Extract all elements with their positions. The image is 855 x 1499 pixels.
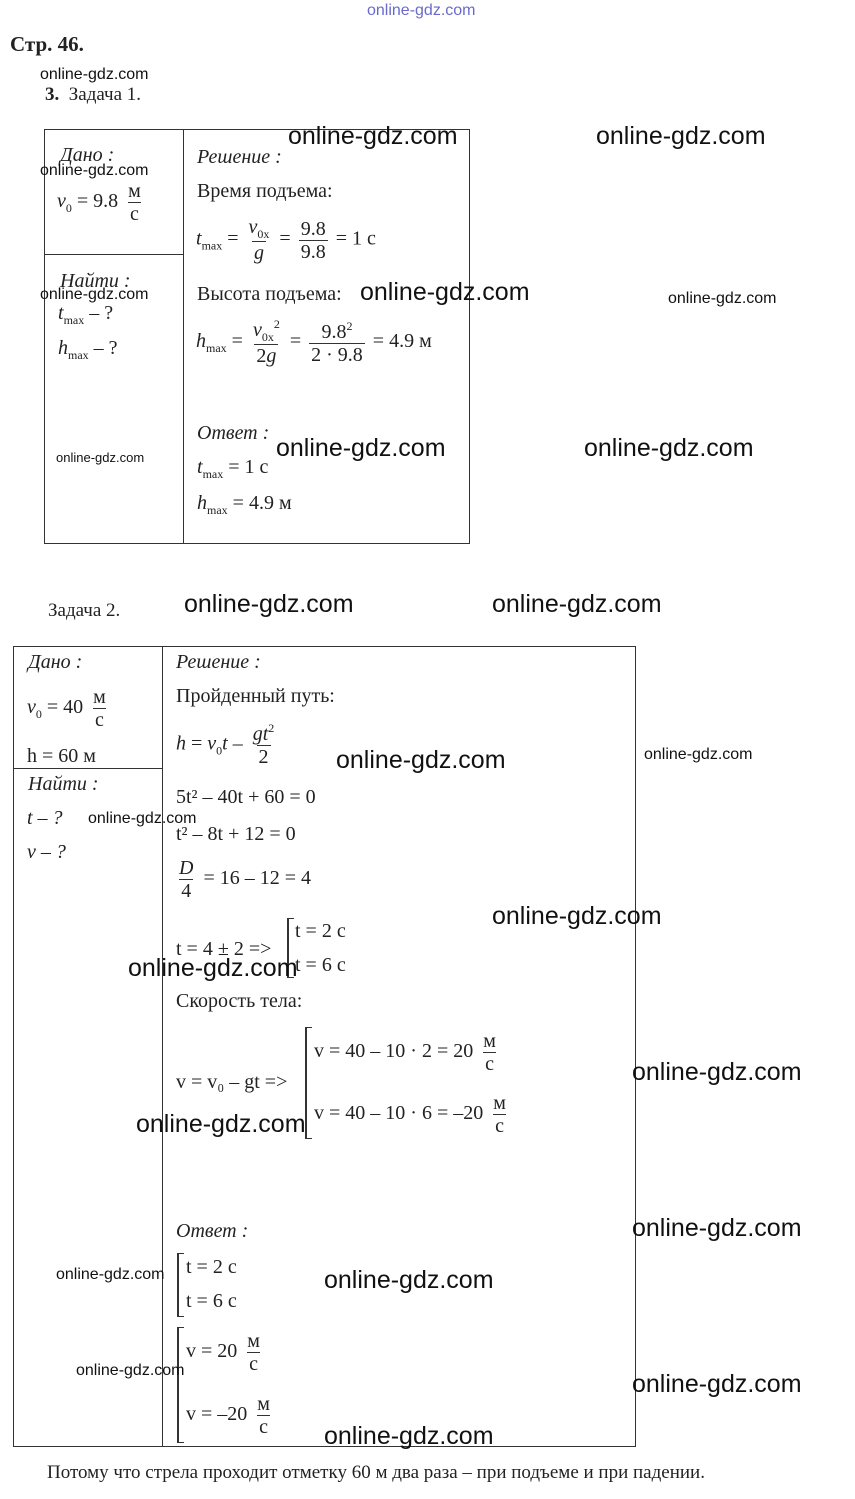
task2-given-h: h = 60 м <box>27 745 96 767</box>
watermark: online-gdz.com <box>360 278 530 306</box>
task1-given-label: Дано : <box>60 144 115 166</box>
watermark: online-gdz.com <box>128 954 298 982</box>
watermark: online-gdz.com <box>40 162 149 179</box>
task1-given-v0: $v_0 = 9.8$ $\frac{м}{с}$ <box>57 180 141 225</box>
task2-speed-label: Скорость тела: <box>176 990 303 1012</box>
task2-answer-t-bracket <box>177 1253 184 1317</box>
task1-divider-vertical <box>183 129 184 544</box>
task2-answer-v1: v = 20 $\frac{м}{с}$ <box>186 1330 260 1375</box>
watermark: online-gdz.com <box>596 122 766 150</box>
task1-rise-time-label: Время подъема: <box>197 180 333 202</box>
task2-title: Задача 2. <box>48 600 121 621</box>
watermark: online-gdz.com <box>584 434 754 462</box>
task1-find-label: Найти : <box>60 270 131 292</box>
watermark: online-gdz.com <box>56 1266 165 1283</box>
task1-divider-horizontal <box>44 254 184 255</box>
watermark: online-gdz.com <box>632 1214 802 1242</box>
task2-find-label: Найти : <box>28 773 99 795</box>
task2-given-label: Дано : <box>28 651 83 673</box>
watermark: online-gdz.com <box>88 810 197 827</box>
watermark: online-gdz.com <box>632 1058 802 1086</box>
task2-root-1: t = 2 с <box>295 920 346 942</box>
watermark-top: online-gdz.com <box>367 2 476 19</box>
task1-number: 3. <box>45 84 60 105</box>
task2-equation-1: 5t² – 40t + 60 = 0 <box>176 786 316 808</box>
task1-rise-height-label: Высота подъема: <box>197 283 342 305</box>
task2-speed-expression: v = v₀ – gt => <box>176 1071 288 1093</box>
task1-rise-time-formula: $t_{max}$ = $\frac{v_{0x}}{g}$ = $\frac{9.8}{9.8}$ = 1 с <box>196 216 376 265</box>
task1-answer-h: $h_{max} = 4.9$ м <box>197 492 292 517</box>
task2-divider-horizontal <box>13 768 163 769</box>
task2-find-v: v – ? <box>27 841 66 863</box>
task2-speed-bracket <box>305 1027 312 1139</box>
task2-answer-t2: t = 6 с <box>186 1290 237 1312</box>
watermark: online-gdz.com <box>40 66 149 83</box>
watermark: online-gdz.com <box>56 450 145 465</box>
task1-find-h: $h_{max}$ – ? <box>58 337 118 362</box>
task2-speed-1: v = 40 – 10 · 2 = 20 $\frac{м}{с}$ <box>314 1030 496 1075</box>
watermark: online-gdz.com <box>324 1266 494 1294</box>
watermark: online-gdz.com <box>136 1110 306 1138</box>
watermark: online-gdz.com <box>644 746 753 763</box>
task2-roots-expression: t = 4 ± 2 => <box>176 938 272 960</box>
watermark: online-gdz.com <box>276 434 446 462</box>
task2-solution-label: Решение : <box>176 651 261 673</box>
task2-root-2: t = 6 с <box>295 954 346 976</box>
watermark: online-gdz.com <box>184 590 354 618</box>
watermark: online-gdz.com <box>492 902 662 930</box>
task2-answer-t1: t = 2 с <box>186 1256 237 1278</box>
watermark: online-gdz.com <box>288 122 458 150</box>
task1-answer-label: Ответ : <box>197 422 270 444</box>
watermark: online-gdz.com <box>76 1362 185 1379</box>
page-header: Стр. 46. <box>10 32 84 56</box>
watermark: online-gdz.com <box>492 590 662 618</box>
footer-note: Потому что стрела проходит отметку 60 м два раза – при подъеме и при падении. <box>47 1462 705 1483</box>
task2-find-t: t – ? <box>27 807 63 829</box>
task2-answer-label: Ответ : <box>176 1220 249 1242</box>
task2-answer-v2: v = –20 $\frac{м}{с}$ <box>186 1393 270 1438</box>
watermark: online-gdz.com <box>668 290 777 307</box>
task1-rise-height-formula: $h_{max}$ = $\frac{v_{0x}^2}{2g}$ = $\frac{9.8^2}{2 \cdot 9.8}$ = 4.9 м <box>196 317 432 368</box>
task2-path-formula: $h = v_0t$ – $\frac{gt^2}{2}$ <box>176 721 275 768</box>
task2-equation-2: t² – 8t + 12 = 0 <box>176 823 296 845</box>
task1-find-t: $t_{max}$ – ? <box>58 302 114 327</box>
task1-answer-t: $t_{max} = 1$ с <box>197 456 269 481</box>
task1-title: Задача 1. <box>68 84 142 105</box>
task2-answer-v-bracket <box>177 1327 184 1443</box>
task2-speed-2: v = 40 – 10 · 6 = –20 $\frac{м}{с}$ <box>314 1092 506 1137</box>
watermark: online-gdz.com <box>632 1370 802 1398</box>
watermark: online-gdz.com <box>336 746 506 774</box>
watermark: online-gdz.com <box>40 286 149 303</box>
task1-heading <box>45 84 141 106</box>
task2-given-v0: $v_0 = 40$ $\frac{м}{с}$ <box>27 686 106 731</box>
watermark: online-gdz.com <box>324 1422 494 1450</box>
task2-discriminant: $\frac{D}{4}$ = 16 – 12 = 4 <box>179 857 312 902</box>
task2-path-label: Пройденный путь: <box>176 685 335 707</box>
task2-divider-vertical <box>162 646 163 1447</box>
task1-solution-label: Решение : <box>197 146 282 168</box>
